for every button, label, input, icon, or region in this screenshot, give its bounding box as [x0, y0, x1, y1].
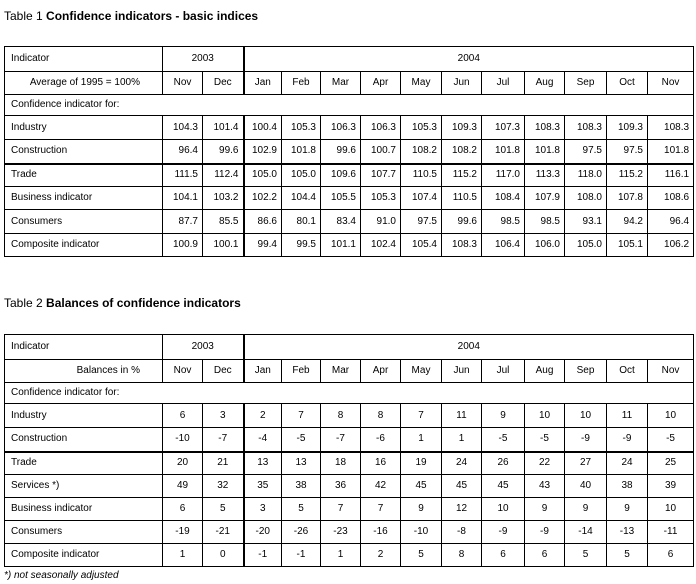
table-cell: 100.4 [244, 116, 282, 140]
table-cell: 40 [565, 475, 607, 498]
table-cell: 10 [565, 404, 607, 428]
table-cell: -10 [401, 521, 442, 544]
table-row [5, 404, 694, 428]
table-cell: 83.4 [321, 210, 361, 234]
table-cell: 103.2 [203, 187, 244, 210]
table-cell: 107.7 [361, 164, 401, 187]
month-header: Apr [361, 72, 401, 95]
table-cell: -23 [321, 521, 361, 544]
table-cell: 5 [607, 544, 648, 567]
table-cell: 8 [442, 544, 482, 567]
month-header: Jun [442, 72, 482, 95]
header-row-years [5, 335, 694, 360]
table2-confidence-balances [4, 334, 694, 567]
table-cell: 32 [203, 475, 244, 498]
row-label: Industry [5, 116, 163, 140]
table-cell: 2 [244, 404, 282, 428]
table-cell: 49 [163, 475, 203, 498]
table-cell: -1 [282, 544, 321, 567]
table-cell: 109.3 [607, 116, 648, 140]
table-cell: 106.2 [648, 234, 694, 257]
row-label: Trade [5, 164, 163, 187]
table-cell: 5 [401, 544, 442, 567]
table-cell: 101.8 [525, 140, 565, 164]
table-cell: 99.6 [442, 210, 482, 234]
table-cell: 110.5 [401, 164, 442, 187]
table-cell: 45 [482, 475, 525, 498]
table-cell: 1 [321, 544, 361, 567]
table-cell: 39 [648, 475, 694, 498]
table-cell: 101.8 [482, 140, 525, 164]
month-header: Sep [565, 360, 607, 383]
table-cell: 3 [244, 498, 282, 521]
table-cell: 106.3 [361, 116, 401, 140]
footnote: *) not seasonally adjusted [4, 570, 119, 581]
table-cell: 102.4 [361, 234, 401, 257]
table-cell: 104.3 [163, 116, 203, 140]
section-label: Confidence indicator for: [5, 95, 694, 116]
table-cell: 25 [648, 452, 694, 475]
section-label: Confidence indicator for: [5, 383, 694, 404]
table2-title-text: Balances of confidence indicators [46, 296, 241, 310]
header-row-years [5, 47, 694, 72]
table-cell: 11 [442, 404, 482, 428]
month-header: Jan [244, 72, 282, 95]
table-cell: 115.2 [607, 164, 648, 187]
table1-title [4, 9, 258, 23]
table-cell: 6 [525, 544, 565, 567]
table-cell: 117.0 [482, 164, 525, 187]
table-row [5, 187, 694, 210]
table-cell: 13 [282, 452, 321, 475]
table-row [5, 475, 694, 498]
row-label: Composite indicator [5, 234, 163, 257]
table-cell: 105.3 [361, 187, 401, 210]
table-cell: 104.1 [163, 187, 203, 210]
table-cell: -1 [244, 544, 282, 567]
table1-title-text: Confidence indicators - basic indices [46, 9, 259, 23]
year-2003-header: 2003 [163, 335, 244, 360]
table-cell: 87.7 [163, 210, 203, 234]
table-cell: -19 [163, 521, 203, 544]
table-cell: 10 [482, 498, 525, 521]
indicator-header: Indicator [11, 341, 50, 352]
table-cell: 102.9 [244, 140, 282, 164]
month-header: Jul [482, 72, 525, 95]
table-cell: 6 [163, 498, 203, 521]
table-cell: 16 [361, 452, 401, 475]
header-row-months [5, 72, 694, 95]
table-cell: 108.0 [565, 187, 607, 210]
table-cell: 10 [648, 498, 694, 521]
row-label: Consumers [5, 210, 163, 234]
table-cell: 1 [163, 544, 203, 567]
table-cell: 7 [321, 498, 361, 521]
table-cell: -13 [607, 521, 648, 544]
table-cell: 7 [361, 498, 401, 521]
month-header: Mar [321, 360, 361, 383]
table-cell: 7 [401, 404, 442, 428]
table-cell: 108.2 [442, 140, 482, 164]
month-header: Jun [442, 360, 482, 383]
table-cell: 97.5 [401, 210, 442, 234]
table-cell: 98.5 [482, 210, 525, 234]
header-row-months [5, 360, 694, 383]
table-cell: 12 [442, 498, 482, 521]
table-cell: 24 [442, 452, 482, 475]
table-cell: 6 [482, 544, 525, 567]
month-header: Nov [648, 72, 694, 95]
table-cell: 108.3 [565, 116, 607, 140]
table-cell: 96.4 [163, 140, 203, 164]
table-cell: 9 [482, 404, 525, 428]
table-cell: -8 [442, 521, 482, 544]
table-cell: 93.1 [565, 210, 607, 234]
table2-prefix: Table 2 [4, 296, 43, 310]
table-cell: 13 [244, 452, 282, 475]
table-cell: 22 [525, 452, 565, 475]
table-cell: -5 [525, 428, 565, 452]
table-row [5, 210, 694, 234]
table-cell: 106.4 [482, 234, 525, 257]
indicator-header: Indicator [11, 53, 50, 64]
table-cell: 100.9 [163, 234, 203, 257]
table-cell: 5 [203, 498, 244, 521]
table-cell: 9 [525, 498, 565, 521]
table-cell: 36 [321, 475, 361, 498]
table-cell: 1 [442, 428, 482, 452]
base-header: Average of 1995 = 100% [5, 72, 163, 95]
table-cell: 8 [361, 404, 401, 428]
table-cell: 104.4 [282, 187, 321, 210]
base-header: Balances in % [5, 360, 163, 383]
table-cell: 100.1 [203, 234, 244, 257]
table-cell: 101.8 [282, 140, 321, 164]
table-cell: 116.1 [648, 164, 694, 187]
table-cell: -4 [244, 428, 282, 452]
table-row [5, 116, 694, 140]
table-cell: 97.5 [607, 140, 648, 164]
row-label: Industry [5, 404, 163, 428]
table-cell: 27 [565, 452, 607, 475]
table-cell: -7 [203, 428, 244, 452]
table-cell: 105.3 [401, 116, 442, 140]
table-cell: 99.4 [244, 234, 282, 257]
month-header: Jul [482, 360, 525, 383]
row-label: Trade [5, 452, 163, 475]
row-label: Construction [5, 428, 163, 452]
table2-title [4, 296, 241, 310]
month-header: Nov [648, 360, 694, 383]
table-cell: 24 [607, 452, 648, 475]
table-row [5, 544, 694, 567]
table-cell: 6 [163, 404, 203, 428]
row-label: Composite indicator [5, 544, 163, 567]
table-cell: 100.7 [361, 140, 401, 164]
table-row [5, 234, 694, 257]
month-header: Feb [282, 72, 321, 95]
month-header: Dec [203, 360, 244, 383]
table-cell: 11 [607, 404, 648, 428]
table-cell: 19 [401, 452, 442, 475]
table-cell: 105.0 [244, 164, 282, 187]
month-header: Dec [203, 72, 244, 95]
table-cell: 108.6 [648, 187, 694, 210]
table1-confidence-indices [4, 46, 694, 257]
month-header: Oct [607, 72, 648, 95]
table-cell: -21 [203, 521, 244, 544]
table-cell: 110.5 [442, 187, 482, 210]
table-cell: 111.5 [163, 164, 203, 187]
table-cell: 112.4 [203, 164, 244, 187]
table-row [5, 452, 694, 475]
table-cell: -9 [607, 428, 648, 452]
row-label: Services *) [5, 475, 163, 498]
table-cell: 101.8 [648, 140, 694, 164]
table-cell: 108.4 [482, 187, 525, 210]
table-cell: 3 [203, 404, 244, 428]
table-cell: 102.2 [244, 187, 282, 210]
table-row [5, 140, 694, 164]
table-cell: 42 [361, 475, 401, 498]
table-cell: 99.5 [282, 234, 321, 257]
table-cell: 7 [282, 404, 321, 428]
table-cell: 108.3 [525, 116, 565, 140]
table-cell: 108.3 [648, 116, 694, 140]
table-cell: -10 [163, 428, 203, 452]
table-cell: 113.3 [525, 164, 565, 187]
table-cell: 9 [565, 498, 607, 521]
month-header: Mar [321, 72, 361, 95]
month-header: Nov [163, 72, 203, 95]
table-cell: 106.3 [321, 116, 361, 140]
table-cell: 38 [607, 475, 648, 498]
table-cell: 43 [525, 475, 565, 498]
table-row [5, 164, 694, 187]
table-cell: -5 [648, 428, 694, 452]
table-cell: 98.5 [525, 210, 565, 234]
row-label: Construction [5, 140, 163, 164]
table-cell: 99.6 [203, 140, 244, 164]
table-cell: -9 [482, 521, 525, 544]
table-cell: -9 [525, 521, 565, 544]
month-header: Nov [163, 360, 203, 383]
table-cell: -6 [361, 428, 401, 452]
table-cell: 107.3 [482, 116, 525, 140]
table-cell: 106.0 [525, 234, 565, 257]
month-header: Oct [607, 360, 648, 383]
table-cell: 26 [482, 452, 525, 475]
table-cell: 109.6 [321, 164, 361, 187]
table-cell: 108.3 [442, 234, 482, 257]
section-row [5, 383, 694, 404]
year-2004-header: 2004 [244, 47, 694, 72]
table-cell: 2 [361, 544, 401, 567]
table-cell: 8 [321, 404, 361, 428]
row-label: Business indicator [5, 187, 163, 210]
table-cell: -9 [565, 428, 607, 452]
year-2004-header: 2004 [244, 335, 694, 360]
table-cell: -7 [321, 428, 361, 452]
section-row [5, 95, 694, 116]
month-header: Aug [525, 360, 565, 383]
table-cell: -5 [482, 428, 525, 452]
table1-prefix: Table 1 [4, 9, 43, 23]
row-label: Consumers [5, 521, 163, 544]
table-cell: 115.2 [442, 164, 482, 187]
table-cell: 109.3 [442, 116, 482, 140]
table-cell: 0 [203, 544, 244, 567]
row-label: Business indicator [5, 498, 163, 521]
month-header: Apr [361, 360, 401, 383]
table-row [5, 521, 694, 544]
month-header: Feb [282, 360, 321, 383]
table-cell: 86.6 [244, 210, 282, 234]
table-cell: -26 [282, 521, 321, 544]
table-cell: 6 [648, 544, 694, 567]
table-cell: 94.2 [607, 210, 648, 234]
table-row [5, 428, 694, 452]
month-header: Sep [565, 72, 607, 95]
table-cell: -20 [244, 521, 282, 544]
table-cell: 105.0 [565, 234, 607, 257]
table-cell: 107.8 [607, 187, 648, 210]
month-header: Aug [525, 72, 565, 95]
table-cell: 107.9 [525, 187, 565, 210]
table-cell: 108.2 [401, 140, 442, 164]
table-cell: 85.5 [203, 210, 244, 234]
table-cell: 105.5 [321, 187, 361, 210]
table-cell: 91.0 [361, 210, 401, 234]
table-cell: 101.4 [203, 116, 244, 140]
table-cell: 105.4 [401, 234, 442, 257]
table-cell: 10 [648, 404, 694, 428]
table-cell: 10 [525, 404, 565, 428]
table-cell: 105.1 [607, 234, 648, 257]
table-cell: 1 [401, 428, 442, 452]
year-2003-header: 2003 [163, 47, 244, 72]
table-cell: 18 [321, 452, 361, 475]
table-cell: 45 [401, 475, 442, 498]
month-header: May [401, 360, 442, 383]
table-cell: 35 [244, 475, 282, 498]
table-cell: -16 [361, 521, 401, 544]
table-cell: 9 [401, 498, 442, 521]
table-cell: 118.0 [565, 164, 607, 187]
table-cell: 38 [282, 475, 321, 498]
table-cell: -5 [282, 428, 321, 452]
table-cell: 80.1 [282, 210, 321, 234]
table-cell: 20 [163, 452, 203, 475]
table-cell: -11 [648, 521, 694, 544]
month-header: Jan [244, 360, 282, 383]
table-cell: 105.0 [282, 164, 321, 187]
table-cell: 45 [442, 475, 482, 498]
table-cell: 5 [565, 544, 607, 567]
table-cell: 5 [282, 498, 321, 521]
month-header: May [401, 72, 442, 95]
table-cell: 9 [607, 498, 648, 521]
table-cell: 21 [203, 452, 244, 475]
table-cell: 99.6 [321, 140, 361, 164]
table-cell: 107.4 [401, 187, 442, 210]
table-row [5, 498, 694, 521]
table-cell: 105.3 [282, 116, 321, 140]
table-cell: 96.4 [648, 210, 694, 234]
table-cell: 97.5 [565, 140, 607, 164]
table-cell: 101.1 [321, 234, 361, 257]
table-cell: -14 [565, 521, 607, 544]
